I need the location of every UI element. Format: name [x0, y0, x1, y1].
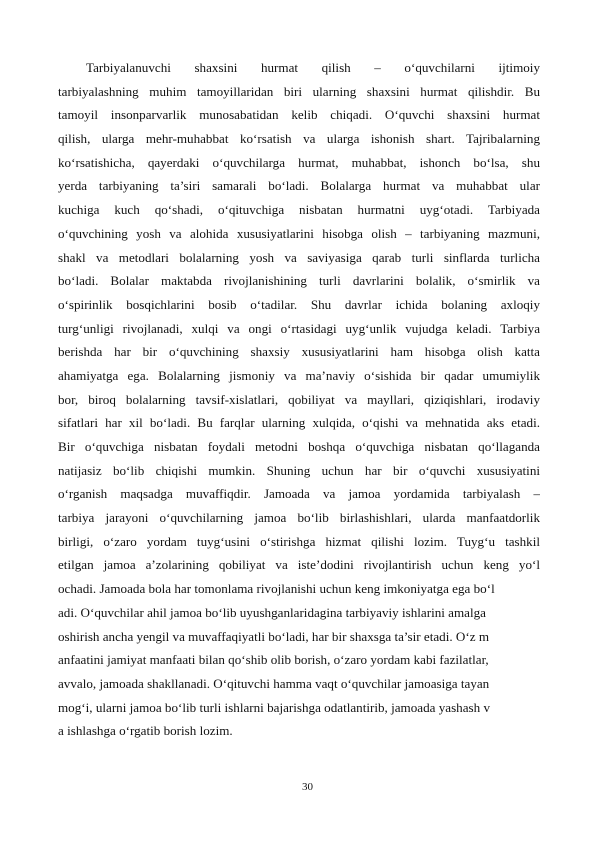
page-number: 30 [302, 781, 313, 793]
text-line: oshirish ancha yengil va muvaffaqiyatli bo‘ladi, har bir shaxsga ta’sir etadi. O‘z m [58, 628, 489, 644]
text-line: o‘rganish maqsadga muvaffiqdir. Jamoada va jamoa yordamida tarbiyalash – [58, 486, 540, 502]
text-line: Tarbiyalanuvchi shaxsini hurmat qilish – o‘quvchilarni ijtimoiy [86, 60, 540, 75]
text-line: bo‘ladi. Bolalar maktabda rivojlanishining turli davrlarini bolalik, o‘smirlik va [58, 273, 540, 289]
text-line: a ishlashga o‘rgatib borish lozim. [58, 723, 233, 739]
text-line: kuchiga kuch qo‘shadi, o‘qituvchiga nisbatan hurmatni uyg‘otadi. Tarbiyada [58, 202, 540, 218]
text-line: birligi, o‘zaro yordam tuyg‘usini o‘stirishga hizmat qilishi lozim. Tuyg‘u tashkil [58, 533, 540, 549]
text-line: tamoyil insonparvarlik munosabatidan kelib chiqadi. O‘quvchi shaxsini hurmat [58, 107, 540, 123]
text-line: bor, biroq bolalarning tavsif-xislatlari, qobiliyat va mayllari, qiziqishlari, irodaviy [58, 391, 540, 407]
text-line: sifatlari har xil bo‘ladi. Bu farqlar ularning xulqida, o‘qishi va mehnatida aks etadi. [58, 415, 540, 431]
text-line: berishda har bir o‘quvchining shaxsiy xususiyatlarini ham hisobga olish katta [58, 344, 540, 360]
text-line: tarbiya jarayoni o‘quvchilarning jamoa bo‘lib birlashishlari, ularda manfaatdorlik [58, 510, 540, 526]
text-line: ochadi. Jamoada bola har tomonlama rivojlanishi uchun keng imkoniyatga ega bo‘l [58, 581, 495, 597]
text-line: tarbiyalashning muhim tamoyillaridan biri ularning shaxsini hurmat qilishdir. Bu [58, 83, 540, 99]
text-line: shakl va metodlari bolalarning yosh va saviyasiga qarab turli sinflarda turlicha [58, 249, 540, 265]
text-line: yerda tarbiyaning ta’siri samarali bo‘ladi. Bolalarga hurmat va muhabbat ular [58, 178, 540, 194]
text-line: natijasiz bo‘lib chiqishi mumkin. Shuning uchun har bir o‘quvchi xususiyatini [58, 462, 540, 478]
text-line: avvalo, jamoada shakllanadi. O‘qituvchi hamma vaqt o‘quvchilar jamoasiga tayan [58, 675, 490, 691]
text-line: mog‘i, ularni jamoa bo‘lib turli ishlarni bajarishga odatlantirib, jamoada yashash v [58, 699, 490, 715]
text-line: etilgan jamoa a’zolarining qobiliyat va iste’dodini rivojlantirish uchun keng yo‘l [58, 557, 540, 573]
document-body [58, 56, 540, 743]
text-line: anfaatini jamiyat manfaati bilan qo‘shib olib borish, o‘zaro yordam kabi fazilatlar, [58, 652, 489, 668]
text-line: adi. O‘quvchilar ahil jamoa bo‘lib uyushganlaridagina tarbiyaviy ishlarini amalga [58, 604, 486, 620]
text-line: qilish, ularga mehr-muhabbat ko‘rsatish va ularga ishonish shart. Tajribalarning [58, 131, 540, 147]
text-line: o‘quvchining yosh va alohida xususiyatlarini hisobga olish – tarbiyaning mazmuni, [58, 225, 540, 241]
text-line: o‘spirinlik bosqichlarini bosib o‘tadilar. Shu davrlar ichida bolaning axloqiy [58, 296, 540, 312]
text-line: ko‘rsatishicha, qayerdaki o‘quvchilarga hurmat, muhabbat, ishonch bo‘lsa, shu [58, 154, 540, 170]
text-line: ahamiyatga ega. Bolalarning jismoniy va ma’naviy o‘sishida bir qadar umumiylik [58, 367, 540, 383]
text-line: Bir o‘quvchiga nisbatan foydali metodni boshqa o‘quvchiga nisbatan qo‘llaganda [58, 439, 540, 454]
text-line: turg‘unligi rivojlanadi, xulqi va ongi o‘rtasidagi uyg‘unlik vujudga keladi. Tarbiya [58, 320, 540, 336]
